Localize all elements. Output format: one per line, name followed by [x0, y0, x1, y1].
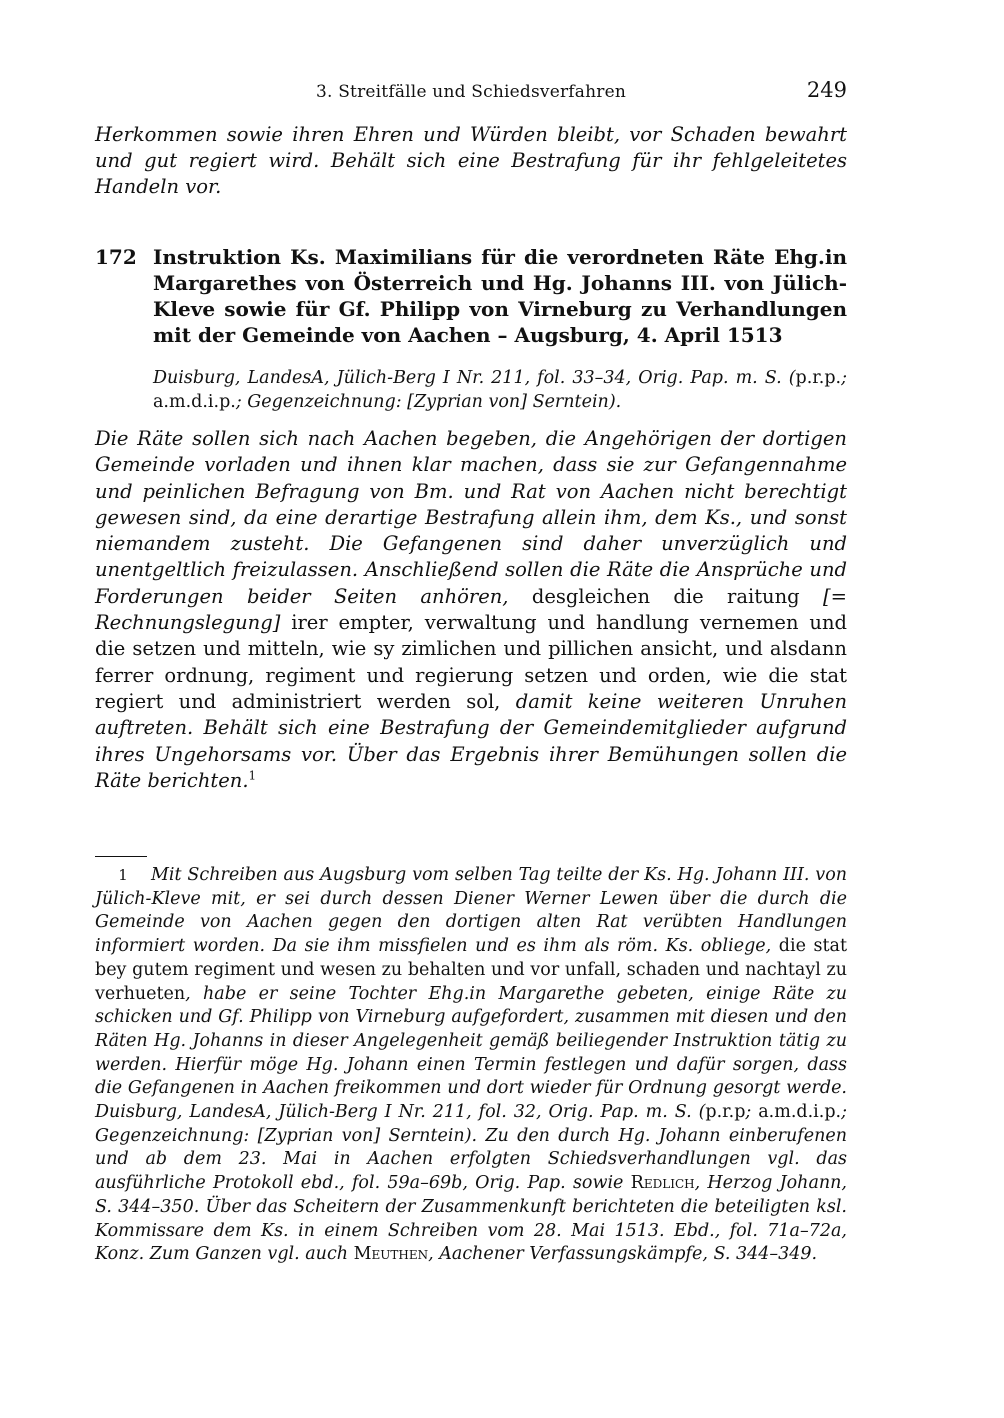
document-heading — [95, 244, 847, 348]
running-head — [95, 78, 847, 108]
footnote-text: ; — [745, 1102, 759, 1123]
footnote-text: , Aachener Verfassungskämpfe, S. 344–349. — [428, 1244, 818, 1265]
regest-text: [= Rechnungslegung] — [95, 584, 847, 635]
source-text: ; — [841, 368, 847, 388]
document-title: Instruktion Ks. Maximilians für die verordneten Räte Ehg.in Margarethes von Österreich und Hg. Johanns III. von Jülich-Kleve sowie für Gf. Philipp von Virneburg zu Verhandlungen mit der Gemeinde von Aachen – Augsburg, 4. April 1513 — [153, 245, 847, 347]
footnote-text: Mit Schreiben aus Augsburg vom selben Tag teilte der Ks. Hg. Johann III. von Jülich-Kleve mit, er sei durch dessen Diener Werner Lewen über die durch die Gemeinde von Aachen gegen den dortigen alten Rat verübten Handlungen informiert worden. Da sie ihm missfielen und es ihm als röm. Ks. obliege, — [95, 865, 847, 957]
source-text: Duisburg, LandesA, Jülich-Berg I Nr. 211, fol. 33–34, Orig. Pap. m. S. ( — [153, 368, 796, 388]
footnote-text: die stat bey gutem regiment und wesen zu behalten und vor unfall, schaden und nachtayl zu verhueten — [95, 936, 847, 1004]
footnote-rule — [95, 856, 147, 857]
source-text: a.m.d.i.p. — [153, 392, 236, 412]
footnote-reference[interactable]: 1 — [248, 768, 257, 783]
source-text: p.r.p. — [795, 368, 842, 388]
book-page — [95, 78, 847, 1265]
regest-text: irer empter, verwaltung und handlung vernemen und die setzen und mitteln, wie sy zimlichen und pillichen ansicht, und alsdann ferrer ordnung, regiment und regierung setzen und orden, wie die stat regiert und administriert werden sol, — [95, 611, 847, 713]
regest-text: desgleichen die raitung — [508, 584, 824, 608]
footnote-text: , Herzog Johann, S. 344–350. Über das Scheitern der Zusammenkunft berichteten die beteiligten ksl. Kommissare dem Ks. in einem Schreiben vom 28. Mai 1513. Ebd., fol. 71a–72a, Konz. Zum Ganzen vgl. auch — [95, 1173, 847, 1265]
document-number: 172 — [95, 245, 137, 269]
regest-text: Die Räte sollen sich nach Aachen begeben, die Angehörigen der dortigen Gemeinde vorladen und ihnen klar machen, dass sie zur Gefangennahme und peinlichen Befragung von Bm. und Rat von Aachen nicht berechtigt gewesen sind, da eine derartige Bestrafung allein ihm, dem Ks., und sonst niemandem zusteht. Die Gefangenen sind daher unverzüglich und unentgeltlich freizulassen. Anschließend sollen die Räte die Ansprüche und Forderungen beider Seiten anhören, — [95, 427, 847, 608]
footnote-text: p.r.p — [705, 1102, 746, 1123]
footnote-number: 1 — [118, 866, 128, 884]
carryover-paragraph: Herkommen sowie ihren Ehren und Würden bleibt, vor Schaden bewahrt und gut regiert wird. Behält sich eine Bestrafung für ihr fehlgeleitetes Handeln vor. — [95, 123, 847, 198]
author-name: Redlich — [630, 1173, 695, 1194]
page-number: 249 — [806, 78, 847, 102]
footnote-text: a.m.d.i.p. — [758, 1102, 842, 1123]
footnote-text: , habe er seine Tochter Ehg.in Margarethe gebeten, einige Räte zu schicken und Gf. Philipp von Virneburg aufgefordert, zusammen mit diesen und den Räten Hg. Johanns in dieser Angelegenheit gemäß beiliegender Instruktion tätig zu werden. Hierfür möge Hg. Johann einen Termin festlegen und dafür sorgen, dass die Gefangenen in Aachen freikommen und dort wieder für Ordnung gesorgt werde. Duisburg, LandesA, Jülich-Berg I Nr. 211, fol. 32, Orig. Pap. m. S. ( — [95, 983, 847, 1123]
source-note — [153, 366, 847, 414]
footnote-text: ; Gegenzeichnung: [Zyprian von] Serntein). Zu den durch Hg. Johann einberufenen und ab dem 23. Mai in Aachen erfolgten Schiedsverhandlungen vgl. das ausführliche Protokoll ebd., fol. 59a–69b, Orig. Pap. sowie — [95, 1102, 847, 1194]
running-head-title: 3. Streitfälle und Schiedsverfahren — [315, 82, 627, 102]
regest-text: damit keine weiteren Unruhen auftreten. Behält sich eine Bestrafung der Gemeindemitglieder aufgrund ihres Ungehorsams vor. Über das Ergebnis ihrer Bemühungen sollen die Räte berichten. — [95, 689, 847, 792]
source-text: ; Gegenzeichnung: [Zyprian von] Serntein). — [235, 392, 622, 412]
regest-paragraph — [95, 426, 847, 794]
footnote — [95, 864, 847, 1267]
author-name: Meuthen — [353, 1244, 429, 1265]
